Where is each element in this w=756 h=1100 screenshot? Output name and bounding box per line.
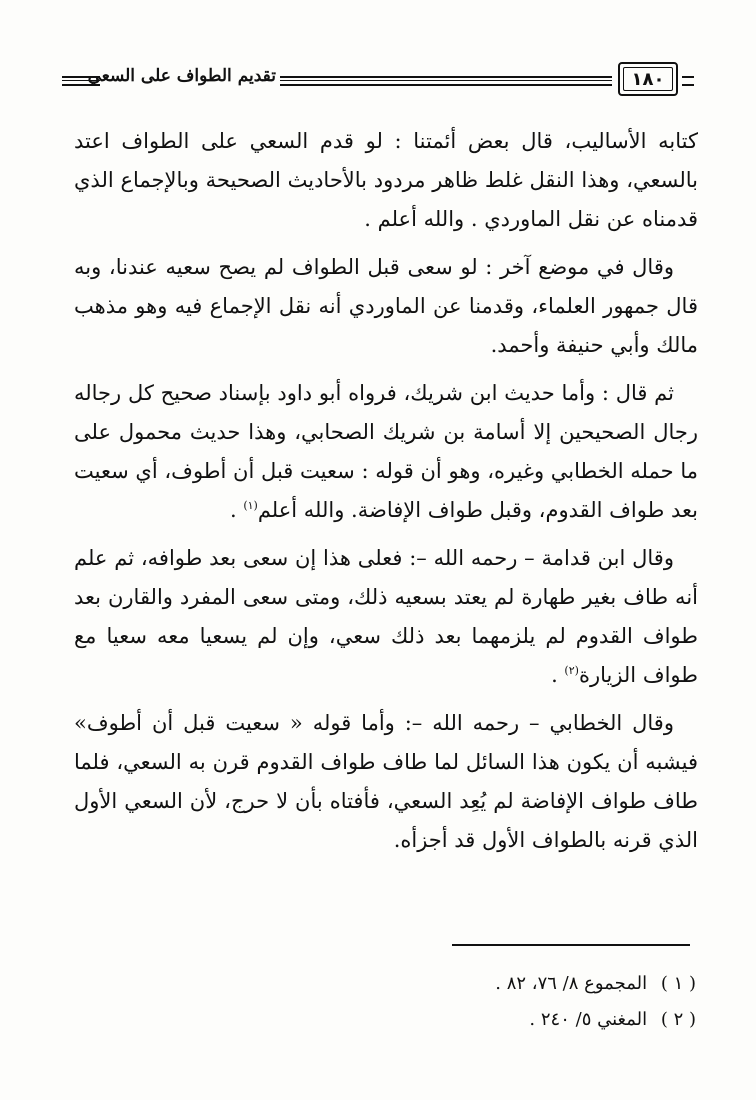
paragraph (74, 248, 698, 365)
running-header-title: تقديم الطواف على السعي (87, 66, 276, 86)
paragraph-ending: . (551, 663, 565, 687)
header-rule-end (682, 76, 694, 86)
paragraph-text: ثم قال : وأما حديث ابن شريك، فرواه أبو داود بإسناد صحيح كل رجاله رجال الصحيحين إلا أسامة بن شريك الصحابي، وهذا حديث محمول على ما حمله الخطابي وغيره، وهو أن قوله : سعيت قبل أن أطوف، أي سعيت بعد طواف القدوم، وقبل طواف الإفاضة. والله أعلم (74, 381, 698, 522)
footnote-text: المغني ٥/ ٢٤٠ . (529, 1009, 648, 1030)
paragraph-ending: . (229, 498, 244, 522)
footnote-reference: (١) (243, 499, 258, 512)
footnote (300, 1002, 696, 1038)
paragraph (74, 704, 698, 860)
header-rule-right (280, 76, 612, 86)
paragraph (74, 374, 698, 530)
footnote-reference: (٢) (564, 664, 579, 677)
footnote-number: ( ٢ ) (660, 1009, 696, 1030)
paragraph-text: كتابه الأساليب، قال بعض أئمتنا : لو قدم السعي على الطواف اعتد بالسعي، وهذا النقل غلط ظاهر مردود بالأحاديث الصحيحة وبالإجماع الذي قدمناه عن نقل الماوردي . والله أعلم . (74, 129, 698, 231)
paragraph-text: وقال الخطابي – رحمه الله –: وأما قوله « سعيت قبل أن أطوف» فيشبه أن يكون هذا السائل لما طاف طواف القدوم قرن به السعي، فلما طاف طواف الإفاضة لم يُعِد السعي، فأفتاه بأن لا حرج، لأن السعي الأول الذي قرنه بالطواف الأول قد أجزأه. (74, 711, 698, 852)
paragraph (74, 122, 698, 239)
paragraph-text: وقال في موضع آخر : لو سعى قبل الطواف لم يصح سعيه عندنا، وبه قال جمهور العلماء، وقدمنا عن الماوردي أنه نقل الإجماع فيه وهو مذهب مالك وأبي حنيفة وأحمد. (74, 255, 698, 357)
footnotes (300, 966, 696, 1038)
footnote (300, 966, 696, 1002)
paragraph-text: وقال ابن قدامة – رحمه الله –: فعلى هذا إن سعى بعد طوافه، ثم علم أنه طاف بغير طهارة لم يعتد بسعيه ذلك، ومتى سعى المفرد والقارن بعد طواف القدوم لم يلزمهما بعد ذلك سعي، وإن لم يسعيا معه سعيا مع طواف الزيارة (74, 546, 698, 687)
main-text (74, 122, 698, 869)
footnote-number: ( ١ ) (660, 973, 696, 994)
footnote-separator (452, 944, 690, 946)
paragraph (74, 539, 698, 695)
running-header (62, 62, 694, 102)
page-number: ١٨٠ (618, 62, 678, 96)
footnote-text: المجموع ٨/ ٧٦، ٨٢ . (495, 973, 648, 994)
